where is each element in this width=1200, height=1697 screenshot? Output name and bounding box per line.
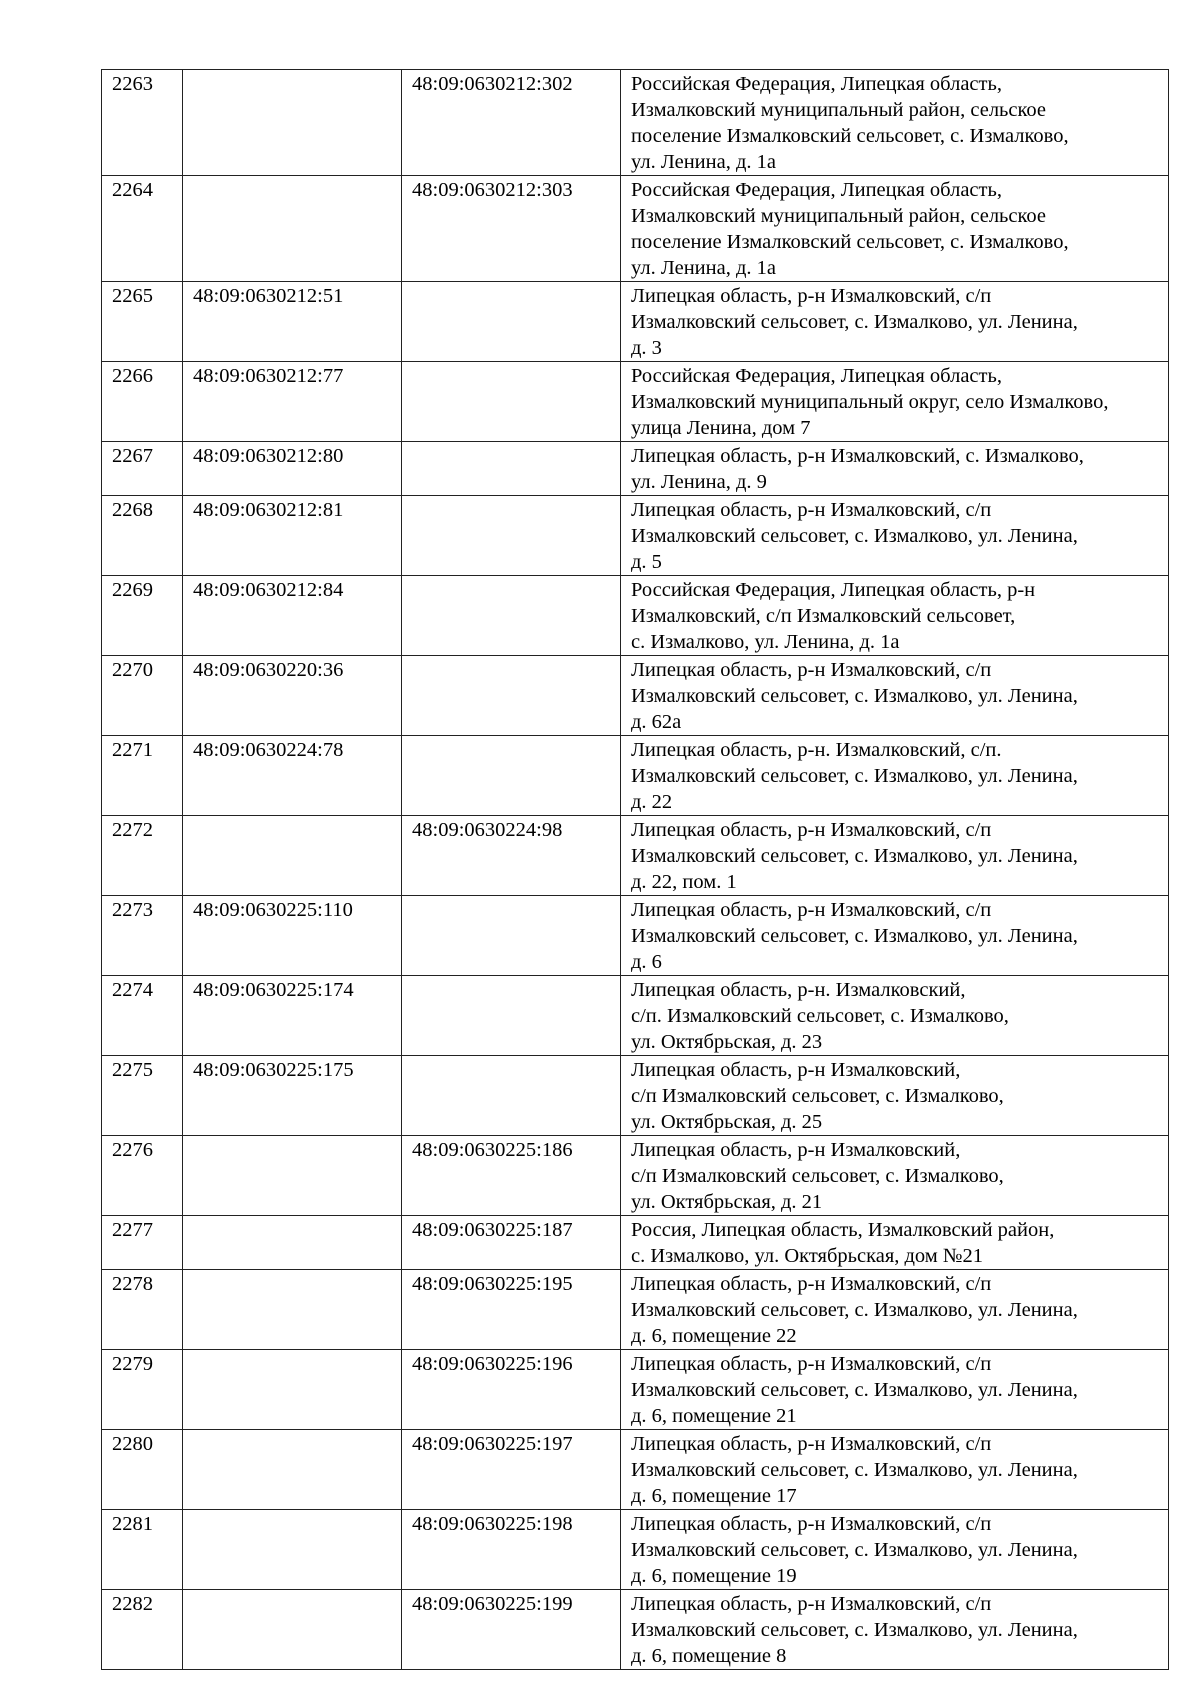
address-cell: Липецкая область, р-н Измалковский, с/п Измалковский сельсовет, с. Измалково, ул. Октябрьская, д. 25 <box>621 1056 1169 1136</box>
table-body <box>102 70 1169 1670</box>
cadastral-table <box>101 69 1169 1670</box>
address-cell: Липецкая область, р-н. Измалковский, с/п. Измалковский сельсовет, с. Измалково, ул. Ленина, д. 22 <box>621 736 1169 816</box>
table-row <box>102 1430 1169 1510</box>
table-row <box>102 576 1169 656</box>
table-row <box>102 1136 1169 1216</box>
building-cadastral-number: 48:09:0630224:98 <box>402 816 621 896</box>
address-cell: Липецкая область, р-н Измалковский, с/п Измалковский сельсовет, с. Измалково, ул. Ленина, д. 6, помещение 17 <box>621 1430 1169 1510</box>
address-cell: Российская Федерация, Липецкая область, Измалковский муниципальный район, сельское поселение Измалковский сельсовет, с. Измалково, ул. Ленина, д. 1а <box>621 176 1169 282</box>
table-row <box>102 1350 1169 1430</box>
building-cadastral-number <box>402 442 621 496</box>
building-cadastral-number: 48:09:0630212:302 <box>402 70 621 176</box>
land-cadastral-number <box>183 1430 402 1510</box>
land-cadastral-number <box>183 176 402 282</box>
building-cadastral-number <box>402 282 621 362</box>
row-number: 2271 <box>102 736 183 816</box>
address-cell: Липецкая область, р-н Измалковский, с/п Измалковский сельсовет, с. Измалково, ул. Ленина, д. 62а <box>621 656 1169 736</box>
address-cell: Липецкая область, р-н. Измалковский, с/п. Измалковский сельсовет, с. Измалково, ул. Октябрьская, д. 23 <box>621 976 1169 1056</box>
address-cell: Россия, Липецкая область, Измалковский район, с. Измалково, ул. Октябрьская, дом №21 <box>621 1216 1169 1270</box>
table-row <box>102 70 1169 176</box>
address-cell: Липецкая область, р-н Измалковский, с/п Измалковский сельсовет, с. Измалково, ул. Ленина, д. 6, помещение 21 <box>621 1350 1169 1430</box>
document-page <box>101 69 1168 1670</box>
row-number: 2277 <box>102 1216 183 1270</box>
land-cadastral-number <box>183 1350 402 1430</box>
land-cadastral-number <box>183 1510 402 1590</box>
row-number: 2268 <box>102 496 183 576</box>
land-cadastral-number <box>183 1270 402 1350</box>
address-cell: Липецкая область, р-н Измалковский, с/п Измалковский сельсовет, с. Измалково, ул. Ленина, д. 3 <box>621 282 1169 362</box>
row-number: 2270 <box>102 656 183 736</box>
row-number: 2274 <box>102 976 183 1056</box>
land-cadastral-number: 48:09:0630225:110 <box>183 896 402 976</box>
row-number: 2273 <box>102 896 183 976</box>
address-cell: Российская Федерация, Липецкая область, р-н Измалковский, с/п Измалковский сельсовет, с. Измалково, ул. Ленина, д. 1а <box>621 576 1169 656</box>
address-cell: Липецкая область, р-н Измалковский, с/п Измалковский сельсовет, с. Измалково, ул. Ленина, д. 6, помещение 8 <box>621 1590 1169 1670</box>
address-cell: Липецкая область, р-н Измалковский, с/п Измалковский сельсовет, с. Измалково, ул. Ленина, д. 6 <box>621 896 1169 976</box>
land-cadastral-number <box>183 1590 402 1670</box>
building-cadastral-number <box>402 576 621 656</box>
table-row <box>102 496 1169 576</box>
land-cadastral-number: 48:09:0630212:81 <box>183 496 402 576</box>
land-cadastral-number <box>183 1136 402 1216</box>
land-cadastral-number: 48:09:0630225:175 <box>183 1056 402 1136</box>
address-cell: Липецкая область, р-н Измалковский, с/п Измалковский сельсовет, с. Измалково, ул. Ленина, д. 6, помещение 22 <box>621 1270 1169 1350</box>
row-number: 2280 <box>102 1430 183 1510</box>
building-cadastral-number <box>402 736 621 816</box>
land-cadastral-number: 48:09:0630224:78 <box>183 736 402 816</box>
address-cell: Липецкая область, р-н Измалковский, с. Измалково, ул. Ленина, д. 9 <box>621 442 1169 496</box>
land-cadastral-number: 48:09:0630212:51 <box>183 282 402 362</box>
table-row <box>102 1510 1169 1590</box>
land-cadastral-number: 48:09:0630212:80 <box>183 442 402 496</box>
row-number: 2272 <box>102 816 183 896</box>
table-row <box>102 656 1169 736</box>
row-number: 2278 <box>102 1270 183 1350</box>
table-row <box>102 442 1169 496</box>
address-cell: Липецкая область, р-н Измалковский, с/п Измалковский сельсовет, с. Измалково, ул. Ленина, д. 22, пом. 1 <box>621 816 1169 896</box>
table-row <box>102 736 1169 816</box>
land-cadastral-number <box>183 816 402 896</box>
land-cadastral-number <box>183 70 402 176</box>
land-cadastral-number <box>183 1216 402 1270</box>
row-number: 2282 <box>102 1590 183 1670</box>
building-cadastral-number <box>402 496 621 576</box>
table-row <box>102 1590 1169 1670</box>
row-number: 2264 <box>102 176 183 282</box>
row-number: 2265 <box>102 282 183 362</box>
building-cadastral-number: 48:09:0630225:195 <box>402 1270 621 1350</box>
table-row <box>102 1056 1169 1136</box>
table-row <box>102 176 1169 282</box>
land-cadastral-number: 48:09:0630212:77 <box>183 362 402 442</box>
table-row <box>102 1270 1169 1350</box>
building-cadastral-number <box>402 362 621 442</box>
land-cadastral-number: 48:09:0630220:36 <box>183 656 402 736</box>
address-cell: Липецкая область, р-н Измалковский, с/п Измалковский сельсовет, с. Измалково, ул. Октябрьская, д. 21 <box>621 1136 1169 1216</box>
building-cadastral-number <box>402 1056 621 1136</box>
row-number: 2276 <box>102 1136 183 1216</box>
building-cadastral-number: 48:09:0630225:199 <box>402 1590 621 1670</box>
table-row <box>102 896 1169 976</box>
row-number: 2281 <box>102 1510 183 1590</box>
table-row <box>102 1216 1169 1270</box>
row-number: 2269 <box>102 576 183 656</box>
row-number: 2263 <box>102 70 183 176</box>
building-cadastral-number <box>402 656 621 736</box>
row-number: 2279 <box>102 1350 183 1430</box>
address-cell: Липецкая область, р-н Измалковский, с/п Измалковский сельсовет, с. Измалково, ул. Ленина, д. 6, помещение 19 <box>621 1510 1169 1590</box>
building-cadastral-number: 48:09:0630225:196 <box>402 1350 621 1430</box>
table-row <box>102 816 1169 896</box>
row-number: 2266 <box>102 362 183 442</box>
land-cadastral-number: 48:09:0630212:84 <box>183 576 402 656</box>
building-cadastral-number: 48:09:0630225:198 <box>402 1510 621 1590</box>
building-cadastral-number: 48:09:0630225:197 <box>402 1430 621 1510</box>
table-row <box>102 362 1169 442</box>
row-number: 2267 <box>102 442 183 496</box>
address-cell: Российская Федерация, Липецкая область, Измалковский муниципальный округ, село Измалково, улица Ленина, дом 7 <box>621 362 1169 442</box>
building-cadastral-number: 48:09:0630212:303 <box>402 176 621 282</box>
row-number: 2275 <box>102 1056 183 1136</box>
building-cadastral-number: 48:09:0630225:186 <box>402 1136 621 1216</box>
address-cell: Российская Федерация, Липецкая область, Измалковский муниципальный район, сельское поселение Измалковский сельсовет, с. Измалково, ул. Ленина, д. 1а <box>621 70 1169 176</box>
building-cadastral-number: 48:09:0630225:187 <box>402 1216 621 1270</box>
address-cell: Липецкая область, р-н Измалковский, с/п Измалковский сельсовет, с. Измалково, ул. Ленина, д. 5 <box>621 496 1169 576</box>
land-cadastral-number: 48:09:0630225:174 <box>183 976 402 1056</box>
building-cadastral-number <box>402 896 621 976</box>
building-cadastral-number <box>402 976 621 1056</box>
table-row <box>102 282 1169 362</box>
table-row <box>102 976 1169 1056</box>
